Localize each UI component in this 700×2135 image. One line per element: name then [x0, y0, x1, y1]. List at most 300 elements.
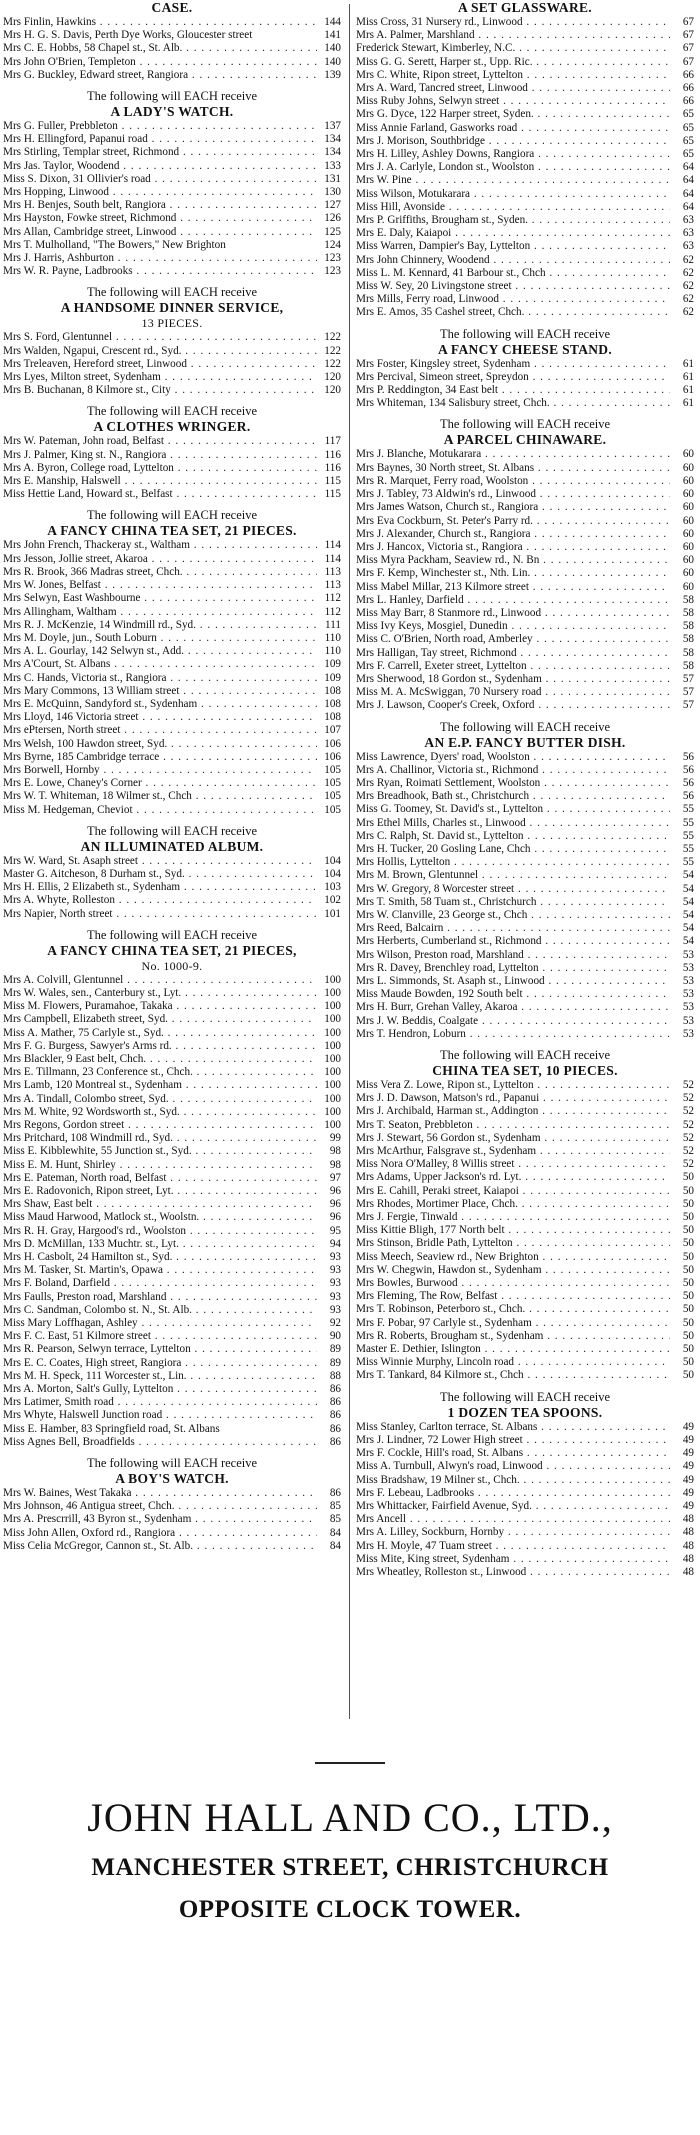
- winner-score: 100: [324, 1026, 341, 1039]
- winner-entry: [356, 751, 694, 764]
- winner-entry: [356, 1145, 694, 1158]
- winner-entry: [356, 988, 694, 1001]
- winner-name: Mrs B. Buchanan, 8 Kilmore st., City . . .: [3, 384, 317, 397]
- winner-name: Mrs A. L. Gourlay, 142 Selwyn st., Add. . . .: [3, 645, 317, 658]
- winner-entry: [3, 632, 341, 645]
- winner-score: 127: [324, 199, 341, 212]
- winner-score: 86: [329, 1409, 341, 1422]
- winner-entry: [3, 199, 341, 212]
- winner-name: Miss M. A. McSwiggan, 70 Nursery road . . .: [356, 686, 670, 699]
- winner-entry: [3, 1079, 341, 1092]
- prize-heading: AN ILLUMINATED ALBUM.: [80, 838, 264, 854]
- winner-name: Mrs T. Robinson, Peterboro st., Chch. . . .: [356, 1303, 670, 1316]
- winner-name: Mrs Mary Commons, 13 William street . . .: [3, 685, 317, 698]
- winner-entry: [356, 869, 694, 882]
- winner-score: 60: [682, 501, 694, 514]
- winner-name: Mrs Hollis, Lyttelton . . .: [356, 856, 670, 869]
- winner-name: Mrs J. Alexander, Church st., Rangiora . . .: [356, 528, 670, 541]
- winner-entry: [3, 449, 341, 462]
- winner-score: 48: [682, 1526, 694, 1539]
- winner-score: 49: [682, 1460, 694, 1473]
- winner-score: 109: [324, 658, 341, 671]
- winner-score: 110: [324, 645, 341, 658]
- winner-score: 57: [682, 699, 694, 712]
- winner-name: Mrs H. Ellingford, Papanui road . . .: [3, 133, 317, 146]
- winner-name: Mrs Byrne, 185 Cambridge terrace . . .: [3, 751, 317, 764]
- winner-name: Mrs C. E. Hobbs, 58 Chapel st., St. Alb. . . .: [3, 42, 317, 55]
- winner-score: 89: [329, 1343, 341, 1356]
- winner-score: 86: [329, 1422, 341, 1435]
- winner-score: 108: [324, 711, 341, 724]
- winner-name: Mrs Breadhook, Bath st., Christchurch . . .: [356, 790, 670, 803]
- winner-score: 90: [329, 1330, 341, 1343]
- winner-entry: [356, 1500, 694, 1513]
- winner-score: 58: [682, 606, 694, 619]
- winner-entry: [356, 1015, 694, 1028]
- section-intro: The following will EACH receive: [86, 508, 258, 523]
- winner-score: 49: [682, 1473, 694, 1486]
- winner-name: Miss Agnes Bell, Broadfields . . .: [3, 1436, 317, 1449]
- winner-name: Mrs Reed, Balcairn . . .: [356, 922, 670, 935]
- winner-score: 62: [682, 266, 694, 279]
- winner-entry: [3, 1027, 341, 1040]
- winner-score: 100: [324, 1066, 341, 1079]
- winner-score: 52: [682, 1118, 694, 1131]
- winner-entry: [356, 1092, 694, 1105]
- winner-entry: [356, 42, 694, 55]
- winner-entry: [356, 1566, 694, 1579]
- winner-name: Mrs J. W. Beddis, Coalgate . . .: [356, 1015, 670, 1028]
- winner-entry: [3, 908, 341, 921]
- winner-name: Mrs E. Tillmann, 23 Conference st., Chch. . . .: [3, 1066, 317, 1079]
- winner-entry: [3, 133, 341, 146]
- winner-name: Mrs C. Ralph, St. David st., Lyttelton . . .: [356, 830, 670, 843]
- winner-score: 93: [329, 1290, 341, 1303]
- winner-name: Mrs R. J. McKenzie, 14 Windmill rd., Syd. . . .: [3, 619, 317, 632]
- winner-entry: [356, 660, 694, 673]
- winner-entry: [356, 803, 694, 816]
- winner-entry: [3, 1540, 341, 1553]
- winner-name: Miss A. Mather, 75 Carlyle st., Syd. . . .: [3, 1027, 317, 1040]
- winner-entry: [356, 475, 694, 488]
- winner-score: 60: [682, 488, 694, 501]
- winner-entry: [3, 462, 341, 475]
- winner-entry: [3, 1396, 341, 1409]
- winner-score: 60: [682, 554, 694, 567]
- winner-score: 60: [682, 461, 694, 474]
- winner-entry: [356, 633, 694, 646]
- winner-name: Mrs T. Mulholland, "The Bowers," New Brighton: [3, 238, 226, 251]
- winner-entry: [356, 764, 694, 777]
- winner-name: Mrs Adams, Upper Jackson's rd. Lyt. . . .: [356, 1171, 670, 1184]
- winner-entry: [356, 830, 694, 843]
- winner-entry: [356, 790, 694, 803]
- winner-entry: [356, 1198, 694, 1211]
- winner-score: 65: [682, 134, 694, 147]
- winner-entry: [3, 553, 341, 566]
- prize-section: [3, 284, 341, 397]
- winner-score: 105: [324, 803, 341, 816]
- winner-score: 100: [324, 1119, 341, 1131]
- winner-score: 61: [682, 370, 694, 383]
- winner-score: 53: [682, 961, 694, 974]
- winner-name: Mrs M. Brown, Glentunnel . . .: [356, 869, 670, 882]
- winner-entry: [3, 1185, 341, 1198]
- winner-name: Miss Ruby Johns, Selwyn street . . .: [356, 95, 670, 108]
- winner-score: 53: [682, 1001, 694, 1014]
- winner-name: Mrs Percival, Simeon street, Spreydon . . .: [356, 371, 670, 384]
- winner-score: 65: [682, 108, 694, 121]
- winner-entry: [356, 188, 694, 201]
- winner-name: Mrs Faulls, Preston road, Marshland . . .: [3, 1291, 317, 1304]
- winner-entry: [356, 1079, 694, 1092]
- winner-name: Mrs F. Carrell, Exeter street, Lyttelton . . .: [356, 660, 670, 673]
- winner-entry: [3, 658, 341, 671]
- winner-name: Mrs Stirling, Templar street, Richmond . . .: [3, 146, 317, 159]
- winner-entry: [3, 566, 341, 579]
- winner-entry: [3, 751, 341, 764]
- winner-score: 134: [324, 133, 341, 146]
- winner-entry: [356, 620, 694, 633]
- winner-name: Miss A. Turnbull, Alwyn's road, Linwood . . .: [356, 1460, 670, 1473]
- winner-entry: [3, 1513, 341, 1526]
- winner-name: Master E. Dethier, Islington . . .: [356, 1343, 670, 1356]
- winner-entry: [356, 69, 694, 82]
- winner-name: Mrs A. Palmer, Marshland . . .: [356, 29, 670, 42]
- winner-score: 58: [682, 620, 694, 633]
- winner-entry: [356, 1343, 694, 1356]
- winner-name: Miss C. O'Brien, North road, Amberley . . .: [356, 633, 670, 646]
- winner-score: 113: [324, 565, 341, 578]
- winner-name: Mrs C. Sandman, Colombo st. N., St. Alb. . . .: [3, 1304, 317, 1317]
- prize-section: [356, 1389, 694, 1579]
- winner-score: 60: [682, 474, 694, 487]
- winner-score: 100: [324, 986, 341, 999]
- winner-entry: [3, 1277, 341, 1290]
- winner-score: 100: [324, 1079, 341, 1092]
- winner-score: 49: [682, 1486, 694, 1499]
- winner-name: Mrs Wheatley, Rolleston st., Linwood . . .: [356, 1566, 670, 1579]
- winner-name: Mrs Selwyn, East Washbourne . . .: [3, 592, 317, 605]
- winner-score: 50: [682, 1329, 694, 1342]
- winner-score: 58: [682, 659, 694, 672]
- winner-name: Mrs H. Burr, Grehan Valley, Akaroa . . .: [356, 1001, 670, 1014]
- winner-name: Miss Ivy Keys, Mosgiel, Dunedin . . .: [356, 620, 670, 633]
- section-intro: The following will EACH receive: [86, 404, 258, 419]
- prize-heading: A HANDSOME DINNER SERVICE,: [60, 300, 284, 316]
- winner-entry: [3, 1172, 341, 1185]
- winner-score: 101: [324, 907, 341, 920]
- winner-name: Mrs H. Benjes, South belt, Rangiora . . .: [3, 199, 317, 212]
- winner-score: 48: [682, 1552, 694, 1565]
- winner-score: 49: [682, 1420, 694, 1433]
- winner-score: 108: [324, 697, 341, 710]
- winner-name: Miss W. Sey, 20 Livingstone street . . .: [356, 280, 670, 293]
- winner-score: 102: [324, 894, 341, 907]
- winner-score: 115: [324, 488, 341, 501]
- winner-entry: [356, 975, 694, 988]
- winner-score: 62: [682, 293, 694, 306]
- winner-name: Mrs E. Radovonich, Ripon street, Lyt. . . .: [3, 1185, 317, 1198]
- winner-name: Mrs Blackler, 9 East belt, Chch. . . .: [3, 1053, 317, 1066]
- winner-name: Mrs W. Baines, West Takaka . . .: [3, 1487, 317, 1500]
- winner-entry: [356, 594, 694, 607]
- winner-entry: [356, 1105, 694, 1118]
- winner-entry: [356, 1158, 694, 1171]
- winner-score: 124: [324, 238, 341, 251]
- winner-name: Mrs Ethel Mills, Charles st., Linwood . . .: [356, 817, 670, 830]
- winner-name: Mrs Jesson, Jollie street, Akaroa . . .: [3, 553, 317, 566]
- winner-name: Mrs Halligan, Tay street, Richmond . . .: [356, 647, 670, 660]
- winner-entry: [3, 724, 341, 737]
- winner-name: Mrs John Chinnery, Woodend . . .: [356, 254, 670, 267]
- winner-name: Mrs W. Gregory, 8 Worcester street . . .: [356, 883, 670, 896]
- winner-name: Miss John Allen, Oxford rd., Rangiora . . .: [3, 1527, 317, 1540]
- winner-entry: [3, 1251, 341, 1264]
- winner-score: 95: [329, 1224, 341, 1237]
- winner-name: Mrs E. Pateman, North road, Belfast . . .: [3, 1172, 317, 1185]
- winner-entry: [3, 160, 341, 173]
- winner-entry: [356, 1119, 694, 1132]
- winner-name: Mrs E. Amos, 35 Cashel street, Chch. . . .: [356, 306, 670, 319]
- winner-entry: [356, 1421, 694, 1434]
- winner-name: Mrs A. Prescrrill, 43 Byron st., Sydenham . . .: [3, 1513, 317, 1526]
- section-intro: The following will EACH receive: [86, 927, 258, 942]
- winner-name: Mrs F. Pobar, 97 Carlyle st., Sydenham . . .: [356, 1317, 670, 1330]
- winner-score: 50: [682, 1250, 694, 1263]
- winner-score: 65: [682, 148, 694, 161]
- winner-entry: [356, 16, 694, 29]
- winner-entry: [356, 1224, 694, 1237]
- winner-name: Mrs D. McMillan, 133 Muchtr. st., Lyt. . . .: [3, 1238, 317, 1251]
- winner-score: 120: [324, 384, 341, 397]
- winner-score: 57: [682, 686, 694, 699]
- winner-entry: [356, 1237, 694, 1250]
- winner-name: Mrs L. Simmonds, St. Asaph st., Linwood . . .: [356, 975, 670, 988]
- winner-name: Mrs Whittacker, Fairfield Avenue, Syd. . . .: [356, 1500, 670, 1513]
- winner-entry: [3, 685, 341, 698]
- winner-entry: [3, 881, 341, 894]
- winner-entry: [3, 239, 341, 252]
- winner-name: Mrs J. Morison, Southbridge . . .: [356, 135, 670, 148]
- winner-entry: [3, 1317, 341, 1330]
- winner-entry: [3, 1013, 341, 1026]
- winner-name: Mrs H. Tucker, 20 Gosling Lane, Chch . . .: [356, 843, 670, 856]
- winner-entry: [356, 293, 694, 306]
- winner-name: Miss E. M. Hunt, Shirley . . .: [3, 1159, 317, 1172]
- winner-entry: [3, 1409, 341, 1422]
- winner-entry: [356, 949, 694, 962]
- winner-score: 56: [682, 790, 694, 803]
- winner-entry: [356, 1251, 694, 1264]
- winner-score: 60: [682, 527, 694, 540]
- prize-heading: A LADY'S WATCH.: [110, 104, 234, 120]
- winner-entry: [356, 254, 694, 267]
- winner-entry: [356, 108, 694, 121]
- winner-name: Miss Maude Bowden, 192 South belt . . .: [356, 988, 670, 1001]
- winner-score: 125: [324, 225, 341, 238]
- winner-entry: [356, 488, 694, 501]
- winner-score: 64: [682, 200, 694, 213]
- winner-score: 88: [329, 1369, 341, 1382]
- prize-heading: A FANCY CHINA TEA SET, 21 PIECES,: [47, 942, 297, 958]
- winner-name: Mrs G. Dyce, 122 Harper street, Syden. . . .: [356, 108, 670, 121]
- winner-entry: [356, 122, 694, 135]
- winner-score: 100: [324, 973, 341, 986]
- winner-name: Mrs H. Lilley, Ashley Downs, Rangiora . . .: [356, 148, 670, 161]
- winner-name: Miss Warren, Dampier's Bay, Lyttelton . . .: [356, 240, 670, 253]
- winner-score: 122: [324, 344, 341, 357]
- winner-entry: [356, 358, 694, 371]
- winner-name: Mrs M. Tasker, St. Martin's, Opawa . . .: [3, 1264, 317, 1277]
- winner-entry: [356, 306, 694, 319]
- winner-entry: [3, 1066, 341, 1079]
- winner-name: Miss Annie Farland, Gasworks road . . .: [356, 122, 670, 135]
- winner-entry: [3, 1357, 341, 1370]
- prize-section: [356, 719, 694, 1041]
- winner-name: Mrs M. Doyle, jun., South Loburn . . .: [3, 632, 317, 645]
- winner-score: 54: [682, 922, 694, 935]
- winner-entry: [3, 120, 341, 133]
- winner-name: Miss Kittie Bligh, 177 North belt . . .: [356, 1224, 670, 1237]
- winner-score: 61: [682, 384, 694, 397]
- winner-score: 50: [682, 1369, 694, 1382]
- winner-entry: [3, 987, 341, 1000]
- winner-score: 60: [682, 540, 694, 553]
- winner-entry: [356, 214, 694, 227]
- winner-score: 55: [682, 803, 694, 816]
- winner-score: 55: [682, 829, 694, 842]
- winner-entry: [3, 186, 341, 199]
- winner-score: 97: [329, 1171, 341, 1184]
- winner-name: Miss Meech, Seaview rd., New Brighton . . .: [356, 1251, 670, 1264]
- winner-entry: [3, 777, 341, 790]
- winner-score: 52: [682, 1079, 694, 1092]
- winner-name: Mrs W. T. Whiteman, 18 Wilmer st., Chch . . .: [3, 790, 317, 803]
- winner-entry: [356, 1369, 694, 1382]
- winner-score: 100: [324, 1000, 341, 1013]
- winner-entry: [356, 1474, 694, 1487]
- winner-score: 111: [325, 618, 341, 631]
- winner-entry: [3, 1500, 341, 1513]
- winner-score: 54: [682, 895, 694, 908]
- winner-score: 52: [682, 1092, 694, 1105]
- winner-name: Mrs Foster, Kingsley street, Sydenham . . .: [356, 358, 670, 371]
- winner-entry: [356, 1460, 694, 1473]
- winner-entry: [356, 227, 694, 240]
- winner-entry: [3, 1000, 341, 1013]
- winner-name: Mrs W. Jones, Belfast . . .: [3, 579, 317, 592]
- winner-entry: [3, 29, 341, 42]
- winner-entry: [356, 1171, 694, 1184]
- winner-name: Miss Winnie Murphy, Lincoln road . . .: [356, 1356, 670, 1369]
- prize-section: [356, 416, 694, 712]
- winner-entry: [356, 56, 694, 69]
- section-intro: The following will EACH receive: [439, 326, 611, 341]
- winner-entry: [356, 647, 694, 660]
- footer-street: MANCHESTER STREET, CHRISTCHURCH: [91, 1854, 609, 1881]
- winner-score: 61: [682, 397, 694, 410]
- winner-entry: [356, 82, 694, 95]
- winner-name: Miss Stanley, Carlton terrace, St. Albans . . .: [356, 1421, 670, 1434]
- prize-heading: AN E.P. FANCY BUTTER DISH.: [424, 734, 626, 750]
- winner-score: 67: [682, 16, 694, 28]
- winner-name: Mrs Shaw, East belt . . .: [3, 1198, 317, 1211]
- winner-score: 140: [324, 55, 341, 68]
- winner-entry: [356, 896, 694, 909]
- winner-entry: [3, 1436, 341, 1449]
- prize-heading: CASE.: [151, 0, 193, 15]
- winner-entry: [3, 16, 341, 29]
- winner-score: 122: [324, 357, 341, 370]
- winner-name: Mrs Hopping, Linwood . . .: [3, 186, 317, 199]
- winner-entry: [3, 1330, 341, 1343]
- winner-entry: [3, 1343, 341, 1356]
- winner-name: Miss E. Hamber, 83 Springfield road, St. Albans: [3, 1422, 220, 1435]
- winner-score: 122: [324, 331, 341, 344]
- winner-score: 56: [682, 750, 694, 763]
- winner-score: 53: [682, 1027, 694, 1040]
- winner-name: Mrs Bowles, Burwood . . .: [356, 1277, 670, 1290]
- winner-score: 58: [682, 633, 694, 646]
- winner-name: Mrs A. Byron, College road, Lyttelton . . .: [3, 462, 317, 475]
- winner-entry: [356, 95, 694, 108]
- winner-name: Miss Hill, Avonside . . .: [356, 201, 670, 214]
- winner-score: 60: [682, 580, 694, 593]
- winner-entry: [3, 146, 341, 159]
- winner-entry: [3, 1423, 341, 1436]
- winner-name: Mrs J. Blanche, Motukarara . . .: [356, 448, 670, 461]
- winner-name: Mrs A'Court, St. Albans . . .: [3, 658, 317, 671]
- winner-score: 110: [324, 631, 341, 644]
- winner-score: 85: [329, 1513, 341, 1526]
- winner-name: Mrs W. Clanville, 23 George st., Chch . . .: [356, 909, 670, 922]
- winner-score: 93: [329, 1303, 341, 1316]
- winner-score: 54: [682, 869, 694, 882]
- winner-name: Mrs John O'Brien, Templeton . . .: [3, 56, 317, 69]
- winner-entry: [3, 645, 341, 658]
- prize-section: [3, 88, 341, 278]
- winner-name: Mrs C. Hands, Victoria st., Rangiora . . .: [3, 672, 317, 685]
- winner-name: Mrs Finlin, Hawkins . . .: [3, 16, 317, 29]
- winner-name: Mrs R. Pearson, Selwyn terrace, Lyttelton . . .: [3, 1343, 317, 1356]
- winner-name: Mrs Whyte, Halswell Junction road . . .: [3, 1409, 317, 1422]
- winner-score: 123: [324, 265, 341, 278]
- winner-score: 109: [324, 671, 341, 684]
- winner-score: 114: [324, 539, 341, 552]
- winner-score: 96: [329, 1211, 341, 1224]
- winner-score: 133: [324, 159, 341, 172]
- winner-score: 99: [329, 1132, 341, 1145]
- winner-entry: [3, 1211, 341, 1224]
- winner-name: Mrs R. Marquet, Ferry road, Woolston . . .: [356, 475, 670, 488]
- winner-name: Mrs J. Lawson, Cooper's Creek, Oxford . . .: [356, 699, 670, 712]
- winner-name: Mrs Eva Cockburn, St. Peter's Parry rd. . . .: [356, 515, 670, 528]
- winner-name: Mrs F. Cockle, Hill's road, St. Albans . . .: [356, 1447, 670, 1460]
- winner-score: 50: [682, 1290, 694, 1303]
- winner-name: Mrs M. H. Speck, 111 Worcester st., Lin. . . .: [3, 1370, 317, 1383]
- winner-entry: [3, 764, 341, 777]
- winner-entry: [3, 1093, 341, 1106]
- winner-name: Mrs P. Griffiths, Brougham st., Syden. . . .: [356, 214, 670, 227]
- prize-subheading: 13 PIECES.: [141, 316, 203, 331]
- winner-score: 66: [682, 68, 694, 81]
- winner-score: 52: [682, 1131, 694, 1144]
- prize-subheading: No. 1000-9.: [141, 958, 203, 973]
- winner-entry: [3, 1106, 341, 1119]
- prize-section: [3, 823, 341, 921]
- winner-entry: [356, 1513, 694, 1526]
